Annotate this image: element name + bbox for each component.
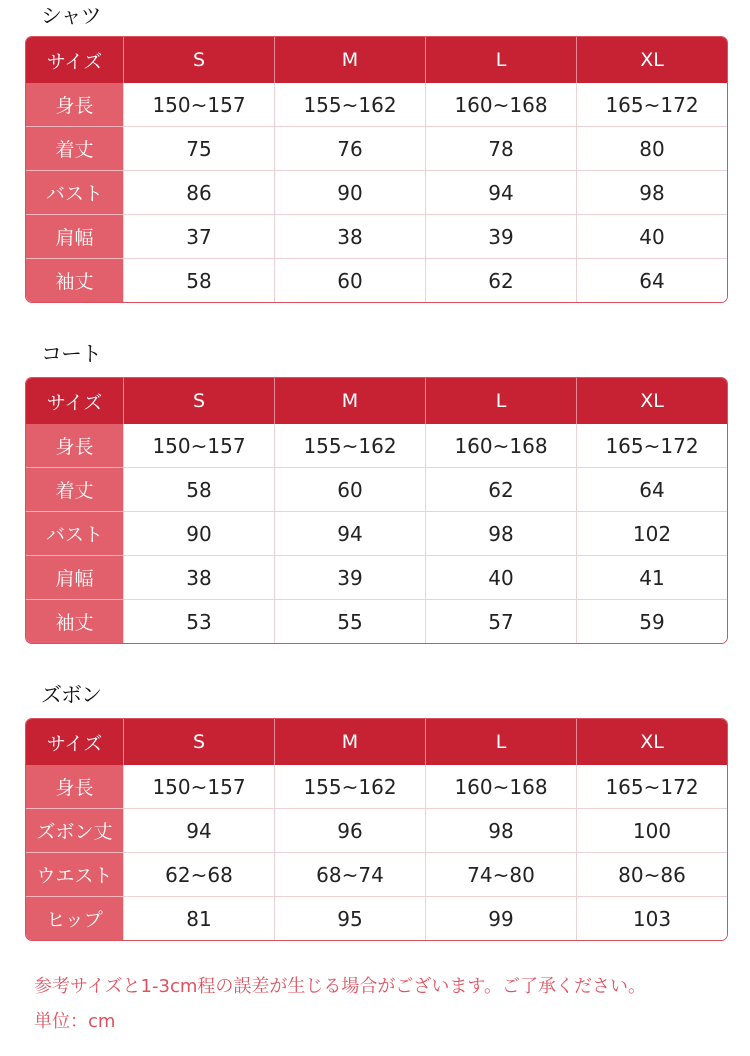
row-label: 肩幅 bbox=[26, 214, 123, 258]
size-table-coat bbox=[25, 377, 728, 644]
cell: 160~168 bbox=[425, 424, 576, 467]
table-row bbox=[26, 555, 727, 599]
cell: 68~74 bbox=[274, 852, 425, 896]
cell: 95 bbox=[274, 896, 425, 940]
row-label: バスト bbox=[26, 170, 123, 214]
section-title-pants: ズボン bbox=[41, 683, 101, 707]
table-row bbox=[26, 808, 727, 852]
cell: 58 bbox=[123, 467, 274, 511]
row-label: 袖丈 bbox=[26, 258, 123, 302]
header-size: サイズ bbox=[26, 719, 123, 765]
row-label: 身長 bbox=[26, 83, 123, 126]
section-title-coat: コート bbox=[41, 342, 101, 366]
size-table-shirt bbox=[25, 36, 728, 303]
cell: 76 bbox=[274, 126, 425, 170]
cell: 165~172 bbox=[576, 765, 727, 808]
table-row bbox=[26, 214, 727, 258]
cell: 165~172 bbox=[576, 83, 727, 126]
cell: 90 bbox=[274, 170, 425, 214]
cell: 39 bbox=[274, 555, 425, 599]
table-row bbox=[26, 424, 727, 467]
cell: 165~172 bbox=[576, 424, 727, 467]
header-s: S bbox=[123, 378, 274, 424]
cell: 78 bbox=[425, 126, 576, 170]
header-m: M bbox=[274, 719, 425, 765]
header-xl: XL bbox=[576, 719, 727, 765]
row-label: 身長 bbox=[26, 765, 123, 808]
cell: 98 bbox=[425, 511, 576, 555]
cell: 38 bbox=[274, 214, 425, 258]
row-label: 着丈 bbox=[26, 126, 123, 170]
cell: 41 bbox=[576, 555, 727, 599]
cell: 75 bbox=[123, 126, 274, 170]
table-row bbox=[26, 896, 727, 940]
cell: 102 bbox=[576, 511, 727, 555]
header-row bbox=[26, 719, 727, 765]
row-label: バスト bbox=[26, 511, 123, 555]
disclaimer-note: 参考サイズと1-3cm程の誤差が生じる場合がございます。ご了承ください。 bbox=[34, 976, 646, 997]
cell: 55 bbox=[274, 599, 425, 643]
header-m: M bbox=[274, 378, 425, 424]
table-row bbox=[26, 467, 727, 511]
cell: 150~157 bbox=[123, 765, 274, 808]
cell: 64 bbox=[576, 467, 727, 511]
cell: 60 bbox=[274, 258, 425, 302]
row-label: ヒップ bbox=[26, 896, 123, 940]
row-label: 着丈 bbox=[26, 467, 123, 511]
cell: 98 bbox=[576, 170, 727, 214]
cell: 40 bbox=[576, 214, 727, 258]
cell: 150~157 bbox=[123, 83, 274, 126]
cell: 96 bbox=[274, 808, 425, 852]
cell: 57 bbox=[425, 599, 576, 643]
cell: 53 bbox=[123, 599, 274, 643]
cell: 37 bbox=[123, 214, 274, 258]
cell: 81 bbox=[123, 896, 274, 940]
cell: 99 bbox=[425, 896, 576, 940]
cell: 94 bbox=[274, 511, 425, 555]
cell: 103 bbox=[576, 896, 727, 940]
cell: 94 bbox=[425, 170, 576, 214]
table-row bbox=[26, 511, 727, 555]
table-row bbox=[26, 258, 727, 302]
table-row bbox=[26, 852, 727, 896]
cell: 38 bbox=[123, 555, 274, 599]
header-l: L bbox=[425, 378, 576, 424]
header-xl: XL bbox=[576, 37, 727, 83]
size-table-pants bbox=[25, 718, 728, 941]
header-s: S bbox=[123, 37, 274, 83]
cell: 155~162 bbox=[274, 765, 425, 808]
cell: 64 bbox=[576, 258, 727, 302]
header-row bbox=[26, 37, 727, 83]
cell: 80 bbox=[576, 126, 727, 170]
table-row bbox=[26, 765, 727, 808]
header-size: サイズ bbox=[26, 378, 123, 424]
cell: 62 bbox=[425, 467, 576, 511]
section-title-shirt: シャツ bbox=[41, 4, 101, 28]
cell: 58 bbox=[123, 258, 274, 302]
cell: 86 bbox=[123, 170, 274, 214]
cell: 60 bbox=[274, 467, 425, 511]
header-xl: XL bbox=[576, 378, 727, 424]
cell: 80~86 bbox=[576, 852, 727, 896]
row-label: ウエスト bbox=[26, 852, 123, 896]
table-row bbox=[26, 170, 727, 214]
cell: 155~162 bbox=[274, 424, 425, 467]
header-m: M bbox=[274, 37, 425, 83]
header-size: サイズ bbox=[26, 37, 123, 83]
row-label: 肩幅 bbox=[26, 555, 123, 599]
cell: 98 bbox=[425, 808, 576, 852]
unit-note: 単位：cm bbox=[34, 1011, 116, 1032]
table-row bbox=[26, 599, 727, 643]
header-row bbox=[26, 378, 727, 424]
cell: 94 bbox=[123, 808, 274, 852]
cell: 59 bbox=[576, 599, 727, 643]
cell: 90 bbox=[123, 511, 274, 555]
cell: 74~80 bbox=[425, 852, 576, 896]
row-label: ズボン丈 bbox=[26, 808, 123, 852]
cell: 160~168 bbox=[425, 765, 576, 808]
cell: 62~68 bbox=[123, 852, 274, 896]
table-row bbox=[26, 83, 727, 126]
cell: 155~162 bbox=[274, 83, 425, 126]
header-l: L bbox=[425, 719, 576, 765]
cell: 150~157 bbox=[123, 424, 274, 467]
row-label: 身長 bbox=[26, 424, 123, 467]
table-row bbox=[26, 126, 727, 170]
cell: 39 bbox=[425, 214, 576, 258]
cell: 62 bbox=[425, 258, 576, 302]
cell: 100 bbox=[576, 808, 727, 852]
header-l: L bbox=[425, 37, 576, 83]
header-s: S bbox=[123, 719, 274, 765]
row-label: 袖丈 bbox=[26, 599, 123, 643]
cell: 40 bbox=[425, 555, 576, 599]
cell: 160~168 bbox=[425, 83, 576, 126]
